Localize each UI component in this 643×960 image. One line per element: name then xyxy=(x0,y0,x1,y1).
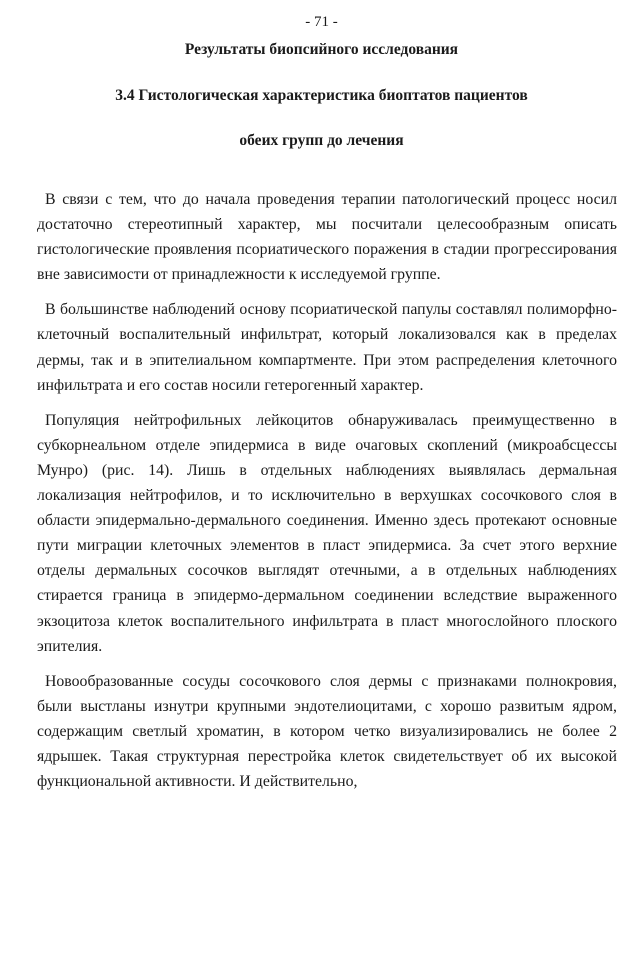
paragraph-1: В связи с тем, что до начала проведения терапии патологический процесс носил достаточно стереотипный характер, мы посчитали целесообразным описать гистологические проявления псориатического поражения в стадии прогрессирования вне зависимости от принадлежности к исследуемой группе. xyxy=(37,191,617,284)
subsection-heading-line-2: обеих групп до лечения xyxy=(239,132,404,149)
subsection-heading-line-1: 3.4 Гистологическая характеристика биоптатов пациентов xyxy=(115,87,528,104)
section-heading: Результаты биопсийного исследования xyxy=(184,41,459,58)
body-text xyxy=(37,187,617,804)
paragraph-3: Популяция нейтрофильных лейкоцитов обнаруживалась преимущественно в субкорнеальном отделе эпидермиса в виде очаговых скоплений (микроабсцессы Мунро) (рис. 14). Лишь в отдельных наблюдениях выявлялась дермальная локализация нейтрофилов, и то исключительно в верхушках сосочкового слоя в области эпидермально-дермального соединения. Именно здесь протекают основные пути миграции клеточных элементов в пласт эпидермиса. За счет этого верхние отделы дермальных сосочков выглядят отечными, а в отдельных наблюдениях стирается граница в эпидермо-дермальном соединении вследствие выраженного экзоцитоза клеток воспалительного инфильтрата в пласт многослойного плоского эпителия. xyxy=(37,411,617,655)
paragraph-2: В большинстве наблюдений основу псориатической папулы составлял полиморфно-клеточный воспалительный инфильтрат, который локализовался как в пределах дермы, так и в эпителиальном компартменте. При этом распределения клеточного инфильтрата и его состав носили гетерогенный характер. xyxy=(37,301,617,394)
paragraph-4: Новообразованные сосуды сосочкового слоя дермы с признаками полнокровия, были выстланы изнутри крупными эндотелиоцитами, с хорошо развитым ядром, содержащим светлый хроматин, в котором четко визуализировались не более 2 ядрышек. Такая структурная перестройка клеток свидетельствует об их высокой функциональной активности. И действительно, xyxy=(37,672,617,791)
page-number: - 71 - xyxy=(305,14,338,30)
